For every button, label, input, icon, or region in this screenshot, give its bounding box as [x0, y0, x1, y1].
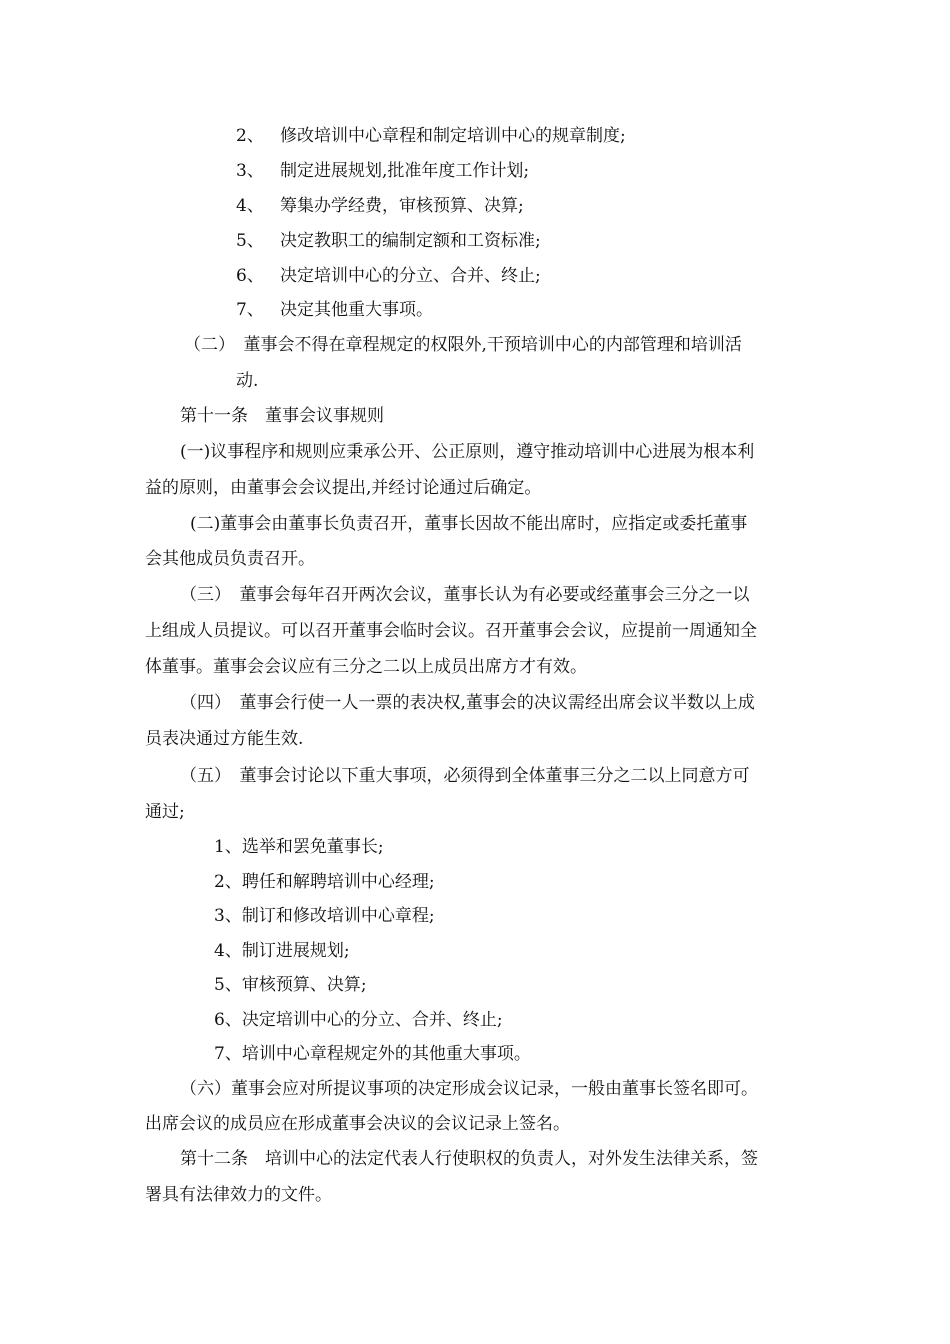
paragraph-line — [145, 655, 587, 679]
list-item-number: 2、 — [236, 126, 264, 146]
paragraph-line — [145, 476, 541, 500]
list-item-text: 1、选举和罢免董事长; — [214, 837, 384, 857]
paragraph-line — [145, 547, 315, 571]
list-item-text: 决定教职工的编制定额和工资标准; — [280, 231, 541, 251]
list-item-text: 决定其他重大事项。 — [280, 300, 433, 320]
list-item — [236, 159, 529, 183]
paragraph-text: 体董事。董事会会议应有三分之二以上成员出席方才有效。 — [145, 657, 587, 677]
paragraph-text: 通过; — [145, 802, 185, 822]
paragraph-text: （二） 董事会不得在章程规定的权限外,干预培训中心的内部管理和培训活 — [184, 335, 742, 355]
paragraph-text: 第十二条 培训中心的法定代表人行使职权的负责人，对外发生法律关系，签 — [180, 1149, 758, 1169]
paragraph-text: （四） 董事会行使一人一票的表决权,董事会的决议需经出席会议半数以上成 — [180, 693, 755, 713]
list-item — [214, 835, 384, 859]
list-item-text: 决定培训中心的分立、合并、终止; — [280, 266, 541, 286]
paragraph-text: 上组成人员提议。可以召开董事会临时会议。召开董事会会议，应提前一周通知全 — [145, 621, 757, 641]
list-item-text: 修改培训中心章程和制定培训中心的规章制度; — [280, 126, 626, 146]
article-title — [180, 1147, 758, 1171]
paragraph-text: 员表决通过方能生效. — [145, 729, 304, 749]
article-title-text: 第十一条 董事会议事规则 — [180, 406, 384, 426]
list-item — [236, 194, 524, 218]
paragraph-text: 动. — [236, 371, 259, 391]
list-item — [214, 939, 350, 963]
paragraph-text: （六）董事会应对所提议事项的决定形成会议记录，一般由董事长签名即可。 — [180, 1079, 758, 1099]
paragraph-text: 署具有法律效力的文件。 — [145, 1185, 332, 1205]
list-item — [236, 298, 433, 322]
list-item-number: 3、 — [236, 161, 264, 181]
list-item-text: 7、培训中心章程规定外的其他重大事项。 — [214, 1044, 531, 1064]
paragraph-text: (一)议事程序和规则应秉承公开、公正原则，遵守推动培训中心进展为根本利 — [180, 442, 755, 462]
paragraph-text: （三） 董事会每年召开两次会议，董事长认为有必要或经董事会三分之一以 — [180, 585, 750, 605]
list-item — [236, 264, 541, 288]
paragraph-line — [180, 440, 754, 464]
paragraph-text: 会其他成员负责召开。 — [145, 549, 315, 569]
paragraph-line — [236, 369, 258, 393]
paragraph-line — [190, 512, 747, 536]
list-item-number: 7、 — [236, 300, 264, 320]
paragraph-text: 出席会议的成员应在形成董事会决议的会议记录上签名。 — [145, 1114, 570, 1134]
list-item — [214, 973, 367, 997]
list-item — [214, 1042, 531, 1066]
list-item-text: 4、制订进展规划; — [214, 941, 350, 961]
paragraph-text: (二)董事会由董事长负责召开，董事长因故不能出席时，应指定或委托董事 — [190, 514, 748, 534]
paragraph-line — [180, 583, 750, 607]
paragraph-line — [180, 1077, 758, 1101]
paragraph-text: 益的原则，由董事会会议提出,并经讨论通过后确定。 — [145, 478, 542, 498]
paragraph-text: （五） 董事会讨论以下重大事项，必须得到全体董事三分之二以上同意方可 — [180, 766, 750, 786]
list-item — [236, 124, 626, 148]
paragraph-line — [184, 333, 742, 357]
list-item-text: 3、制订和修改培训中心章程; — [214, 906, 435, 926]
list-item — [214, 870, 435, 894]
list-item-text: 制定进展规划,批准年度工作计划; — [280, 161, 530, 181]
list-item — [214, 904, 435, 928]
article-title — [180, 404, 384, 428]
list-item-text: 筹集办学经费，审核预算、决算; — [280, 196, 524, 216]
list-item-number: 4、 — [236, 196, 264, 216]
list-item — [214, 1008, 503, 1032]
paragraph-line — [145, 619, 757, 643]
paragraph-line — [145, 1112, 570, 1136]
list-item-text: 2、聘任和解聘培训中心经理; — [214, 872, 435, 892]
paragraph-line — [180, 691, 755, 715]
list-item-number: 5、 — [236, 231, 264, 251]
paragraph-line — [145, 800, 185, 824]
list-item-number: 6、 — [236, 266, 264, 286]
paragraph-line — [180, 764, 750, 788]
list-item-text: 6、决定培训中心的分立、合并、终止; — [214, 1010, 503, 1030]
list-item — [236, 229, 541, 253]
paragraph-line — [145, 1183, 332, 1207]
paragraph-line — [145, 727, 303, 751]
list-item-text: 5、审核预算、决算; — [214, 975, 367, 995]
